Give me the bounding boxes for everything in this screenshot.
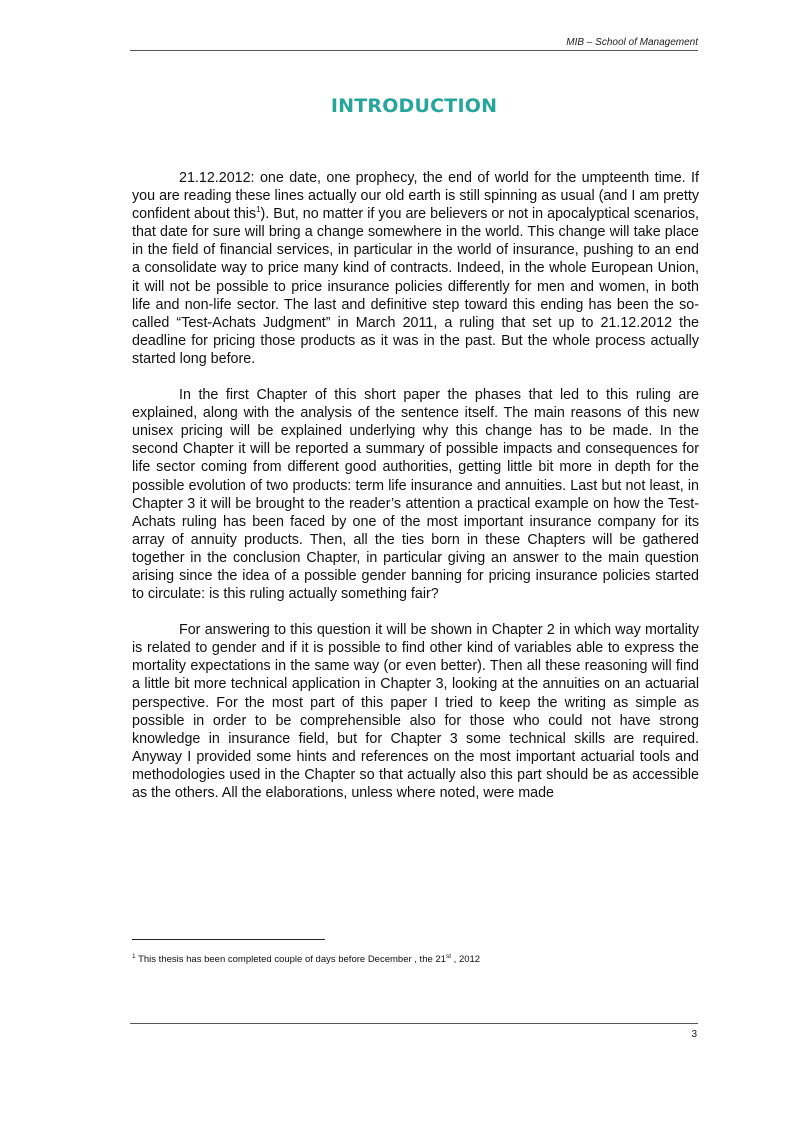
footnote-divider [132,939,325,940]
footnote [132,954,480,965]
footnote-text-end: , 2012 [451,954,481,965]
footnote-marker: 1 [132,952,136,960]
page-title: INTRODUCTION [330,95,498,117]
paragraph-2: In the first Chapter of this short paper the phases that led to this ruling are explained, along with the analysis of the sentence itself. The main reasons of this new unisex pricing will be explained underlying why this change has to be made. In the second Chapter it will be reported a summary of possible impacts and consequences for life sector coming from different good authorities, getting little bit more in depth for the possible evolution of two products: term life insurance and annuities. Last but not least, in Chapter 3 it will be brought to the reader’s attention a practical example on how the Test-Achats ruling has been faced by one of the most important insurance company for its array of annuity products. Then, all the ties born in these Chapters will be gathered together in the conclusion Chapter, in particular giving an answer to the main question arising since the idea of a possible gender banning for pricing insurance policies started to circulate: is this ruling actually something fair? [132,387,699,603]
footnote-ordinal-suffix: st [445,952,452,960]
page-number: 3 [691,1029,697,1040]
footnote-text: This thesis has been completed couple of days before December , the 21 [138,954,446,965]
paragraph-1-text: 21.12.2012: one date, one prophecy, the end of world for the umpteenth time. If you are reading these lines actually our old earth is still spinning as usual (and I am pretty confident about this [132,170,699,223]
footnote-reference[interactable]: 1 [256,205,261,215]
footer-divider [130,1023,698,1024]
body-text [132,169,699,802]
paragraph-1-text-continued: ). But, no matter if you are believers or not in apocalyptical scenarios, that date for sure will bring a change somewhere in the world. This change will take place in the field of financial services, in particular in the world of insurance, pushing to an end a consolidate way to price many kind of contracts. Indeed, in the whole European Union, it will not be possible to price insurance policies differently for men and women, in both life and non-life sector. The last and definitive step toward this ending has been the so-called “Test-Achats Judgment” in March 2011, a ruling that set up to 21.12.2012 the deadline for pricing those products as it was in the past. But the whole process actually started long before. [132,206,699,367]
paragraph-1 [132,169,699,368]
header-divider [130,50,698,51]
running-header: MIB – School of Management [566,37,698,48]
paragraph-3: For answering to this question it will be shown in Chapter 2 in which way mortality is related to gender and if it is possible to find other kind of variables able to express the mortality expectations in the same way (or even better). Then all these reasoning will find a little bit more technical application in Chapter 3, looking at the annuities on an actuarial perspective. For the most part of this paper I tried to keep the writing as simple as possible in order to be comprehensible also for those who could not have strong knowledge in insurance field, but for Chapter 3 some technical skills are required. Anyway I provided some hints and references on the most important actuarial tools and methodologies used in the Chapter so that actually also this part should be as accessible as the others. All the elaborations, unless where noted, were made [132,622,699,801]
